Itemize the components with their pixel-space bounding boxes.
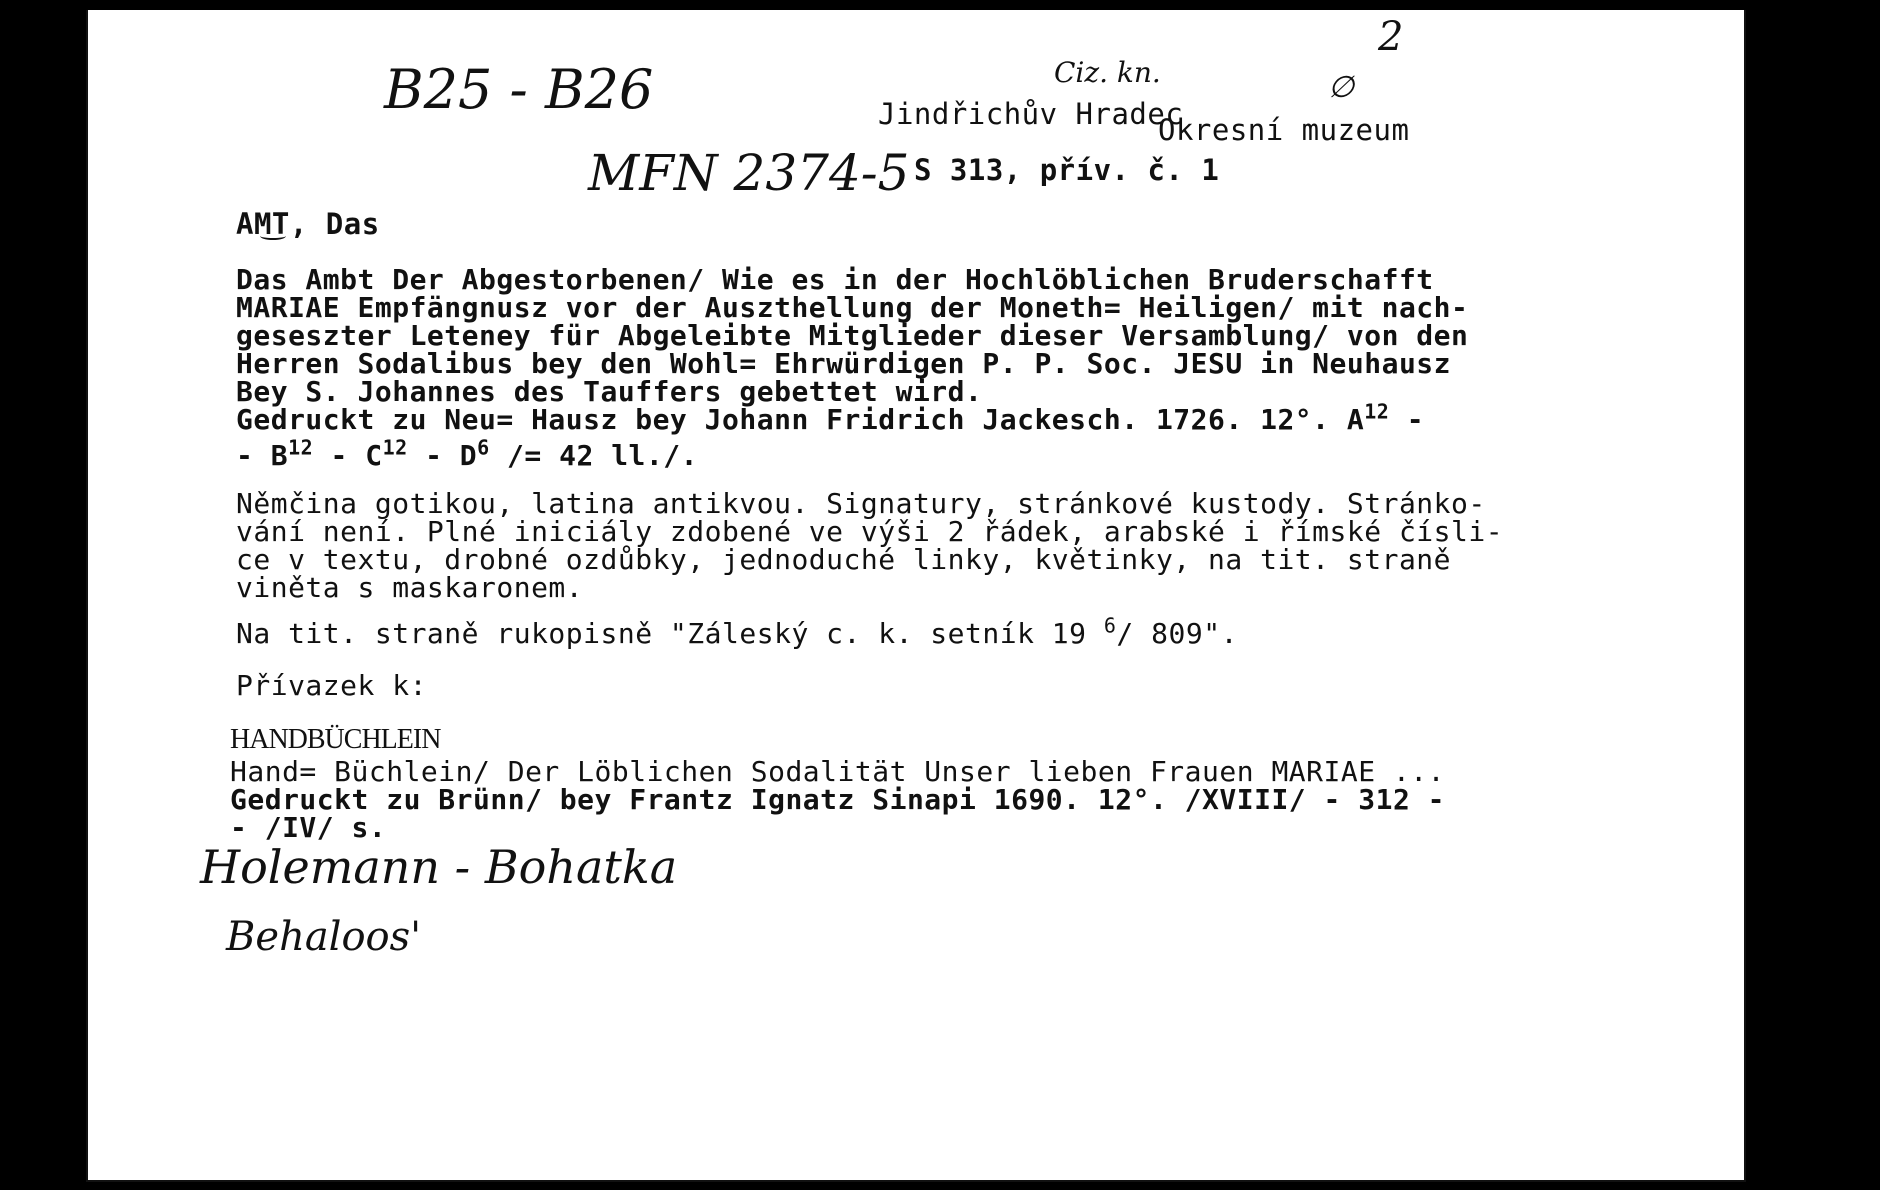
signature-d-count: 6 — [477, 435, 490, 460]
entry-line-3: geseszter Leteney für Abgeleibte Mitglieder dieser Versamblung/ von den — [236, 319, 1469, 352]
entry-imprint-line — [236, 399, 1425, 436]
attachment-line-3: - /IV/ s. — [230, 811, 387, 844]
catalog-card — [86, 10, 1746, 1182]
entry-line-4: Herren Sodalibus bey den Wohl= Ehrwürdigen P. P. Soc. JESU in Neuhausz — [236, 347, 1452, 380]
header-museum: Okresní muzeum — [1158, 113, 1410, 147]
collation-leaves: /= 42 ll./. — [507, 439, 698, 472]
attachment-line-2: Gedruckt zu Brünn/ bey Frantz Ignatz Sinapi 1690. 12°. /XVIII/ - 312 - — [230, 783, 1446, 816]
entry-line-1: Das Ambt Der Abgestorbenen/ Wie es in der Hochlöblichen Bruderschafft — [236, 263, 1434, 296]
entry-collation-line — [236, 435, 698, 472]
imprint-dash: - — [1406, 403, 1425, 436]
collation-d: - D — [425, 439, 478, 472]
collation-c: - C — [330, 439, 383, 472]
handwritten-corner-mark: 2 — [1378, 14, 1404, 60]
attachment-line-1: Hand= Büchlein/ Der Löblichen Sodalität Unser lieben Frauen MARIAE ... — [230, 755, 1446, 788]
handwritten-bottom-name-2: Behaloos' — [226, 914, 422, 960]
header-shelfmark: S 313, přív. č. 1 — [914, 153, 1220, 187]
description-line-2: vání není. Plné iniciály zdobené ve výši 2 řádek, arabské i římské čísli- — [236, 515, 1504, 548]
signature-a-count: 12 — [1364, 399, 1390, 424]
attachment-label: Přívazek k: — [236, 669, 427, 702]
heading-handwritten-underline — [260, 232, 286, 240]
description-line-1: Němčina gotikou, latina antikvou. Signatury, stránkové kustody. Stránko- — [236, 487, 1486, 520]
note-year: / 809". — [1116, 617, 1238, 650]
handwritten-check-mark-icon: ∅ — [1328, 70, 1355, 105]
description-line-3: ce v textu, drobné ozdůbky, jednoduché linky, květinky, na tit. straně — [236, 543, 1452, 576]
attachment-title: HANDBÜCHLEIN — [230, 724, 441, 755]
signature-b-count: 12 — [288, 435, 314, 460]
entry-line-5: Bey S. Johannes des Tauffers gebettet wird. — [236, 375, 983, 408]
note-superscript: 6 — [1103, 613, 1117, 638]
signature-c-count: 12 — [382, 435, 408, 460]
description-line-4: viněta s maskaronem. — [236, 571, 584, 604]
handwritten-inventory: MFN 2374-5 — [588, 144, 910, 202]
title-page-note — [236, 613, 1238, 650]
note-text: Na tit. straně rukopisně "Záleský c. k. setník 19 — [236, 617, 1087, 650]
handwritten-bottom-names: Holemann - Bohatka — [200, 840, 678, 894]
collation-b: - B — [236, 439, 289, 472]
imprint-text: Gedruckt zu Neu= Hausz bey Johann Fridrich Jackesch. 1726. 12°. A — [236, 403, 1365, 436]
handwritten-range: B25 - B26 — [384, 58, 654, 121]
header-city: Jindřichův Hradec — [878, 97, 1184, 131]
entry-heading: AMT, Das — [236, 207, 380, 241]
entry-line-2: MARIAE Empfängnusz vor der Auszthellung der Moneth= Heiligen/ mit nach- — [236, 291, 1469, 324]
handwritten-top-note: Ciz. kn. — [1054, 56, 1161, 89]
